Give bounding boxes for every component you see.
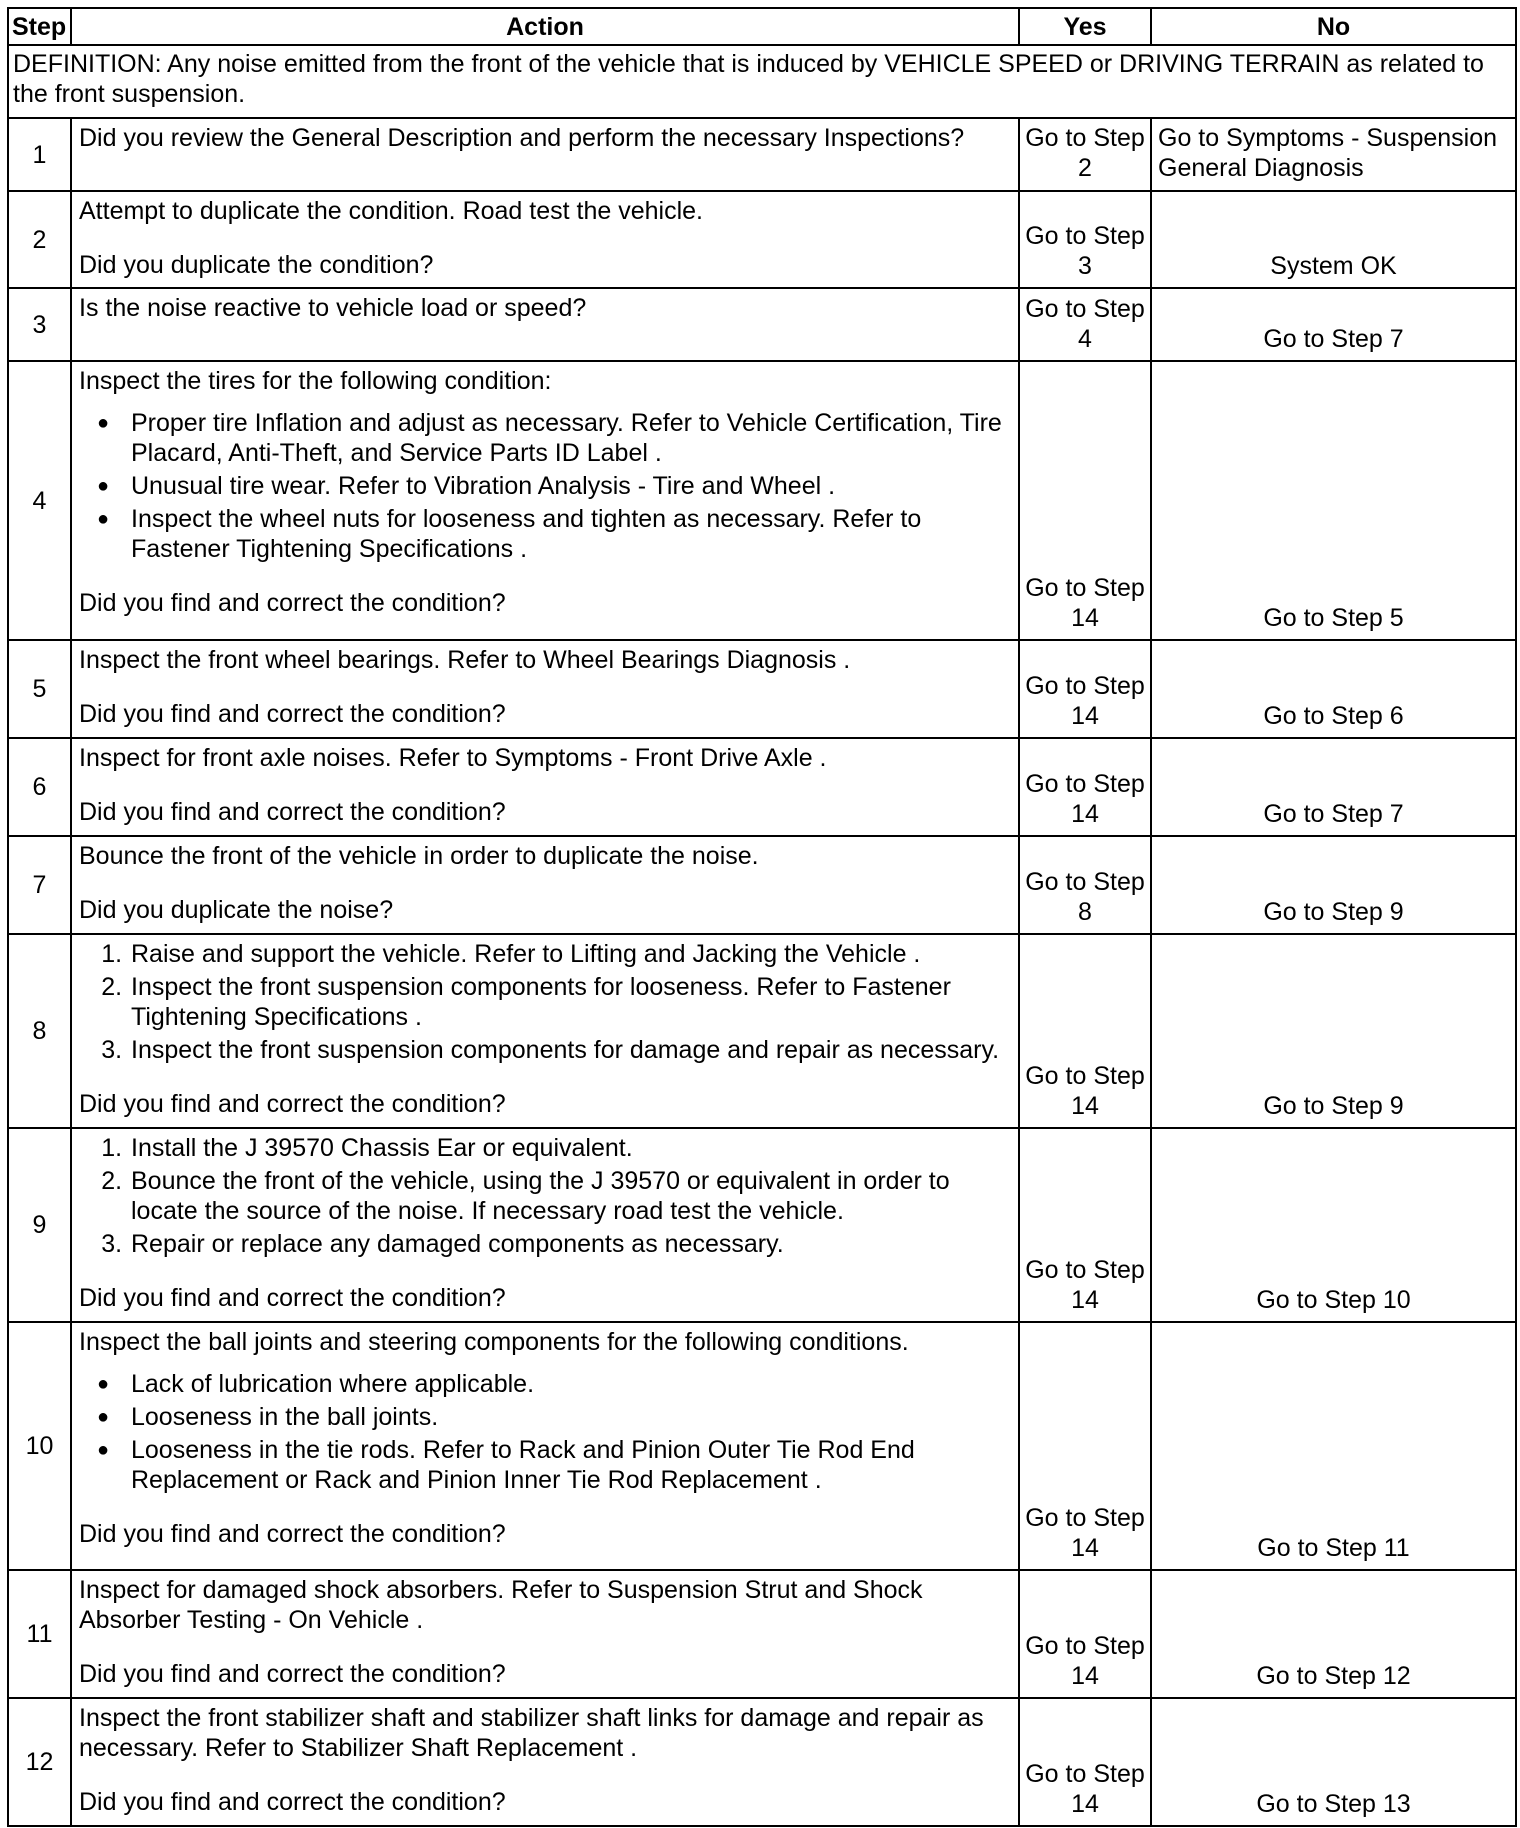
table-row — [8, 1698, 1516, 1826]
no-cell[interactable]: Go to Step 13 — [1151, 1698, 1516, 1826]
numbered-list — [79, 1133, 1011, 1259]
list-item: ● Lack of lubrication where applicable. — [129, 1369, 1011, 1399]
step-number: 3 — [8, 288, 71, 361]
list-item[interactable]: 2. Inspect the front suspension components for looseness. Refer to Fastener Tightening Specifications . — [129, 972, 1011, 1032]
yes-step-number[interactable]: 14 — [1071, 1662, 1099, 1690]
action-intro: Inspect the ball joints and steering components for the following conditions. — [79, 1328, 909, 1356]
header-no: No — [1151, 8, 1516, 45]
yes-step-number[interactable]: 14 — [1071, 1790, 1099, 1818]
action-cell — [71, 934, 1019, 1128]
step-number: 8 — [8, 934, 71, 1128]
yes-cell — [1019, 1570, 1151, 1698]
action-intro[interactable]: Inspect for front axle noises. Refer to Symptoms - Front Drive Axle . — [79, 744, 827, 772]
list-item: ● Looseness in the ball joints. — [129, 1402, 1011, 1432]
bullet-list — [79, 1369, 1011, 1495]
yes-cell — [1019, 191, 1151, 288]
yes-link-text[interactable]: Go to Step — [1025, 1256, 1145, 1284]
action-cell — [71, 361, 1019, 640]
yes-cell — [1019, 1322, 1151, 1570]
yes-cell — [1019, 118, 1151, 191]
yes-cell — [1019, 361, 1151, 640]
yes-link-text[interactable]: Go to Step — [1025, 574, 1145, 602]
no-cell[interactable]: Go to Step 7 — [1151, 738, 1516, 836]
yes-cell — [1019, 1698, 1151, 1826]
yes-step-number[interactable]: 3 — [1078, 252, 1092, 280]
yes-link-text[interactable]: Go to Step — [1025, 124, 1145, 152]
step-number: 10 — [8, 1322, 71, 1570]
list-item[interactable]: ● Unusual tire wear. Refer to Vibration Analysis - Tire and Wheel . — [129, 471, 1011, 501]
yes-link-text[interactable]: Go to Step — [1025, 222, 1145, 250]
action-question: Did you find and correct the condition? — [79, 1520, 506, 1548]
header-row — [8, 8, 1516, 45]
step-number: 9 — [8, 1128, 71, 1322]
yes-cell — [1019, 288, 1151, 361]
action-question: Is the noise reactive to vehicle load or speed? — [79, 294, 587, 322]
yes-cell — [1019, 640, 1151, 738]
action-question: Did you duplicate the noise? — [79, 896, 394, 924]
table-row — [8, 1570, 1516, 1698]
action-intro: Attempt to duplicate the condition. Road test the vehicle. — [79, 197, 703, 225]
action-cell — [71, 191, 1019, 288]
action-intro: Inspect the tires for the following condition: — [79, 367, 552, 395]
yes-link-text[interactable]: Go to Step — [1025, 770, 1145, 798]
diagnostic-table — [7, 7, 1517, 1827]
action-question: Did you find and correct the condition? — [79, 798, 506, 826]
step-number: 4 — [8, 361, 71, 640]
list-item[interactable]: ● Looseness in the tie rods. Refer to Rack and Pinion Outer Tie Rod End Replacement or Rack and Pinion Inner Tie Rod Replacement . — [129, 1435, 1011, 1495]
definition-row — [8, 45, 1516, 118]
numbered-list — [79, 939, 1011, 1065]
action-question: Did you review the General Description and perform the necessary Inspections? — [79, 124, 965, 152]
action-question: Did you find and correct the condition? — [79, 589, 506, 617]
table-row — [8, 934, 1516, 1128]
no-cell[interactable]: Go to Step 7 — [1151, 288, 1516, 361]
action-intro: Bounce the front of the vehicle in order to duplicate the noise. — [79, 842, 759, 870]
yes-cell — [1019, 1128, 1151, 1322]
bullet-list — [79, 408, 1011, 564]
yes-link-text[interactable]: Go to Step — [1025, 1760, 1145, 1788]
action-cell — [71, 1322, 1019, 1570]
step-number: 2 — [8, 191, 71, 288]
action-intro[interactable]: Inspect the front wheel bearings. Refer to Wheel Bearings Diagnosis . — [79, 646, 851, 674]
yes-step-number[interactable]: 2 — [1078, 154, 1092, 182]
yes-step-number[interactable]: 4 — [1078, 325, 1092, 353]
no-cell[interactable]: Go to Step 10 — [1151, 1128, 1516, 1322]
list-item[interactable]: ● Proper tire Inflation and adjust as necessary. Refer to Vehicle Certification, Tire Placard, Anti-Theft, and Service Parts ID Label . — [129, 408, 1011, 468]
table-row — [8, 836, 1516, 934]
no-cell[interactable]: Go to Symptoms - Suspension General Diagnosis — [1151, 118, 1516, 191]
header-step: Step — [8, 8, 71, 45]
yes-cell — [1019, 836, 1151, 934]
action-cell — [71, 118, 1019, 191]
yes-link-text[interactable]: Go to Step — [1025, 295, 1145, 323]
action-cell — [71, 738, 1019, 836]
step-number: 7 — [8, 836, 71, 934]
table-row — [8, 191, 1516, 288]
table-row — [8, 1128, 1516, 1322]
yes-step-number[interactable]: 14 — [1071, 604, 1099, 632]
yes-link-text[interactable]: Go to Step — [1025, 1504, 1145, 1532]
header-yes: Yes — [1019, 8, 1151, 45]
table-row — [8, 118, 1516, 191]
action-cell — [71, 640, 1019, 738]
table-row — [8, 738, 1516, 836]
yes-step-number[interactable]: 14 — [1071, 1534, 1099, 1562]
action-question: Did you find and correct the condition? — [79, 700, 506, 728]
action-cell — [71, 1698, 1019, 1826]
yes-step-number[interactable]: 14 — [1071, 1286, 1099, 1314]
table-row — [8, 288, 1516, 361]
yes-cell — [1019, 934, 1151, 1128]
yes-link-text[interactable]: Go to Step — [1025, 672, 1145, 700]
list-item[interactable]: ● Inspect the wheel nuts for looseness and tighten as necessary. Refer to Fastener Tightening Specifications . — [129, 504, 1011, 564]
list-item[interactable]: 1. Raise and support the vehicle. Refer to Lifting and Jacking the Vehicle . — [129, 939, 1011, 969]
no-cell[interactable]: Go to Step 9 — [1151, 934, 1516, 1128]
list-item: 3. Inspect the front suspension components for damage and repair as necessary. — [129, 1035, 1011, 1065]
list-item: 3. Repair or replace any damaged components as necessary. — [129, 1229, 1011, 1259]
step-number: 6 — [8, 738, 71, 836]
step-number: 5 — [8, 640, 71, 738]
step-number: 11 — [8, 1570, 71, 1698]
action-cell — [71, 1570, 1019, 1698]
yes-cell — [1019, 738, 1151, 836]
action-question: Did you find and correct the condition? — [79, 1788, 506, 1816]
list-item: 2. Bounce the front of the vehicle, using the J 39570 or equivalent in order to locate the source of the noise. If necessary road test the vehicle. — [129, 1166, 1011, 1226]
table-row — [8, 1322, 1516, 1570]
list-item: 1. Install the J 39570 Chassis Ear or equivalent. — [129, 1133, 1011, 1163]
action-question: Did you find and correct the condition? — [79, 1090, 506, 1118]
action-intro[interactable]: Inspect for damaged shock absorbers. Refer to Suspension Strut and Shock Absorber Testing - On Vehicle . — [79, 1576, 923, 1634]
yes-step-number[interactable]: 14 — [1071, 1092, 1099, 1120]
no-cell[interactable]: Go to Step 12 — [1151, 1570, 1516, 1698]
action-cell — [71, 1128, 1019, 1322]
header-action: Action — [71, 8, 1019, 45]
yes-link-text[interactable]: Go to Step — [1025, 1062, 1145, 1090]
step-number: 12 — [8, 1698, 71, 1826]
table-row — [8, 640, 1516, 738]
action-question: Did you find and correct the condition? — [79, 1284, 506, 1312]
step-number: 1 — [8, 118, 71, 191]
action-question: Did you find and correct the condition? — [79, 1660, 506, 1688]
action-cell — [71, 836, 1019, 934]
no-cell[interactable]: Go to Step 5 — [1151, 361, 1516, 640]
yes-link-text[interactable]: Go to Step — [1025, 1632, 1145, 1660]
no-cell[interactable]: Go to Step 6 — [1151, 640, 1516, 738]
action-question: Did you duplicate the condition? — [79, 251, 434, 279]
no-cell: System OK — [1151, 191, 1516, 288]
no-cell[interactable]: Go to Step 9 — [1151, 836, 1516, 934]
yes-step-number[interactable]: 14 — [1071, 702, 1099, 730]
yes-step-number[interactable]: 8 — [1078, 898, 1092, 926]
action-cell — [71, 288, 1019, 361]
no-cell[interactable]: Go to Step 11 — [1151, 1322, 1516, 1570]
definition-text: DEFINITION: Any noise emitted from the front of the vehicle that is induced by VEHICLE SPEED or DRIVING TERRAIN as related to the front suspension. — [8, 45, 1516, 118]
yes-step-number[interactable]: 14 — [1071, 800, 1099, 828]
action-intro[interactable]: Inspect the front stabilizer shaft and stabilizer shaft links for damage and repair as necessary. Refer to Stabilizer Shaft Replacement . — [79, 1704, 984, 1762]
table-row — [8, 361, 1516, 640]
yes-link-text[interactable]: Go to Step — [1025, 868, 1145, 896]
